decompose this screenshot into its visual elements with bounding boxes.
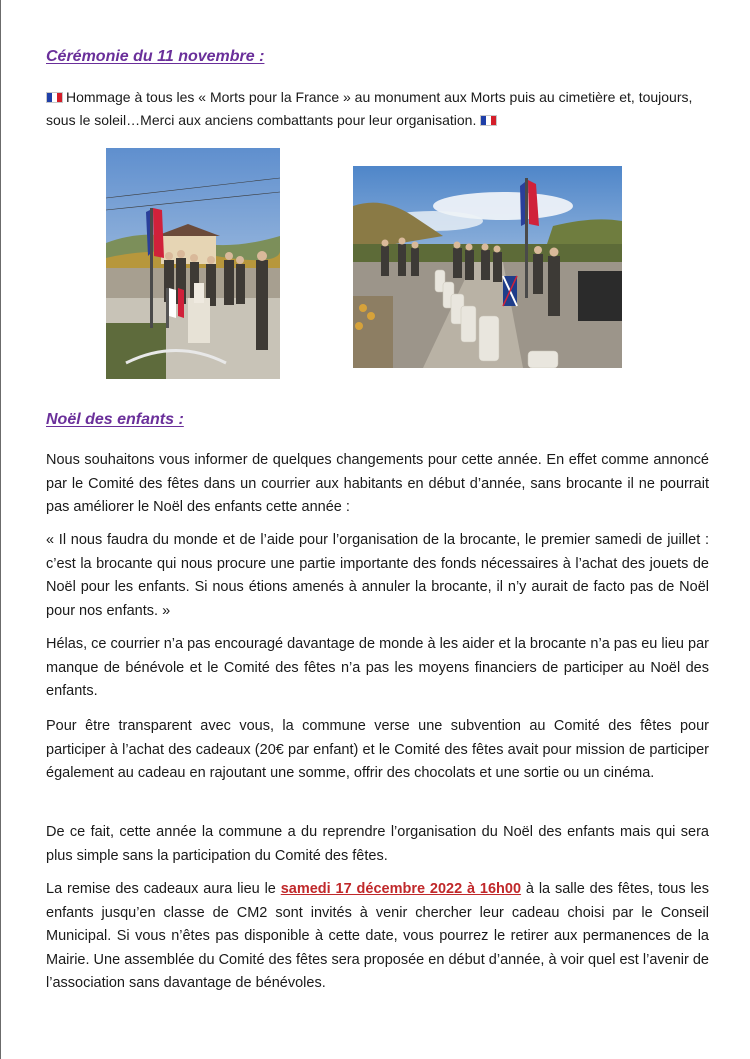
noel-paragraph-2-quote: « Il nous faudra du monde et de l’aide pour l’organisation de la brocante, le premier samedi de juillet : c’est la brocante qui nous procure une partie importante des fonds nécessaires à l’achat des jouets de Noël pour les enfants. Si nous étions amenés à annuler la brocante, il n’y aurait de facto pas de Noël pour nos enfants. » bbox=[46, 532, 709, 619]
photo-cemetery bbox=[353, 166, 622, 368]
noel-paragraph-5: De ce fait, cette année la commune a du reprendre l’organisation du Noël des enfants mais qui sera plus simple sans la participation du Comité des fêtes. bbox=[46, 824, 709, 864]
ceremony-text: Hommage à tous les « Morts pour la France » au monument aux Morts puis au cimetière et, toujours, sous le soleil…Merci aux anciens combattants pour leur organisation. bbox=[46, 89, 693, 128]
noel-paragraph-4: Pour être transparent avec vous, la commune verse une subvention au Comité des fêtes pour participer à l’achat des cadeaux (20€ par enfant) et le Comité des fêtes avait pour mission de participer également au cadeau en rajoutant une somme, offrir des chocolats et une sortie ou un cinéma. bbox=[46, 718, 709, 781]
noel-paragraph-3: Hélas, ce courrier n’a pas encouragé davantage de monde à les aider et la brocante n’a pas eu lieu par manque de bénévole et le Comité des fêtes n’a pas les moyens financiers de participer au Noël des enfants. bbox=[46, 636, 709, 699]
noel-paragraph-1: Nous souhaitons vous informer de quelques changements pour cette année. En effet comme annoncé par le Comité des fêtes dans un courrier aux habitants en début d’année, sans brocante il ne pourrait pas améliorer le Noël des enfants cette année : bbox=[46, 452, 709, 515]
noel-paragraph-6 bbox=[46, 878, 709, 996]
ceremony-paragraph bbox=[46, 86, 709, 132]
french-flag-icon bbox=[480, 115, 497, 126]
ceremony-heading: Cérémonie du 11 novembre : bbox=[46, 48, 265, 65]
distribution-intro: La remise des cadeaux aura lieu le bbox=[46, 881, 281, 897]
noel-heading: Noël des enfants : bbox=[46, 411, 184, 428]
page-left-border bbox=[0, 0, 1, 1059]
distribution-date: samedi 17 décembre 2022 à 16h00 bbox=[280, 881, 522, 897]
photo-monument bbox=[106, 148, 280, 379]
distribution-details: à la salle des fêtes, tous les enfants jusqu’en classe de CM2 sont invités à venir chercher leur cadeau choisi par le Conseil Municipal. Si vous n’êtes pas disponible à cette date, vous pourrez le retirer aux permanences de la Mairie. Une assemblée du Comité des fêtes sera proposée en début d’année, à voir quel est l’avenir de l’association sans davantage de bénévoles. bbox=[46, 881, 709, 991]
french-flag-icon bbox=[46, 92, 63, 103]
